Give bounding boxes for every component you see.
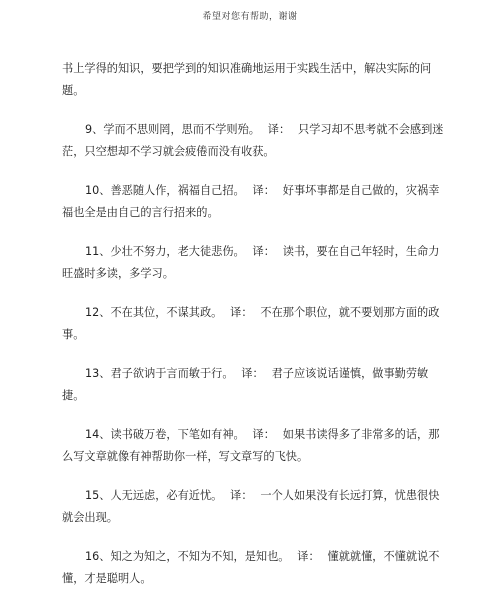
entry-label: 译： xyxy=(241,367,264,380)
entry-number: 16、 xyxy=(85,550,111,563)
entry-translation: 君子应该说话谨慎，做事勤劳敏捷。 xyxy=(62,367,429,402)
entry-translation: 读书，要在自己年轻时，生命力旺盛时多读，多学习。 xyxy=(62,245,440,280)
quote-entry-14 xyxy=(62,424,446,468)
entry-number: 15、 xyxy=(85,489,111,502)
quote-entry-11 xyxy=(62,241,446,285)
entry-translation: 一个人如果没有长远打算，忧患很快就会出现。 xyxy=(62,489,440,524)
page-header-note: 希望对您有帮助，谢谢 xyxy=(202,12,298,22)
entry-label: 译： xyxy=(252,245,275,258)
entry-number: 14、 xyxy=(85,428,111,441)
entry-number: 10、 xyxy=(85,184,111,197)
entry-translation: 好事坏事都是自己做的，灾祸幸福也全是由自己的言行招来的。 xyxy=(62,184,440,219)
entry-label: 译： xyxy=(297,550,320,563)
entry-label: 译： xyxy=(230,489,253,502)
entry-number: 11、 xyxy=(85,245,111,258)
entry-number: 9、 xyxy=(85,123,104,136)
entry-quote: 不在其位，不谋其政。 xyxy=(110,306,223,319)
entry-quote: 读书破万卷，下笔如有神。 xyxy=(110,428,245,441)
entry-number: 12、 xyxy=(85,306,111,319)
quote-entry-9 xyxy=(62,119,446,163)
entry-translation: 如果书读得多了非常多的话，那么写文章就像有神帮助你一样，写文章写的飞快。 xyxy=(62,428,440,463)
quote-entry-13 xyxy=(62,363,446,407)
entry-translation: 懂就就懂，不懂就说不懂，才是聪明人。 xyxy=(62,550,440,585)
entry-label: 译： xyxy=(252,428,275,441)
entry-quote: 人无远虑，必有近忧。 xyxy=(110,489,223,502)
entry-label: 译： xyxy=(252,184,275,197)
lead-paragraph: 书上学得的知识，要把学到的知识准确地运用于实践生活中，解决实际的问题。 xyxy=(62,62,432,97)
quote-entry-16 xyxy=(62,546,446,590)
entry-label: 译： xyxy=(267,123,291,136)
entry-quote: 少壮不努力，老大徒悲伤。 xyxy=(110,245,245,258)
entry-quote: 学而不思则罔，思而不学则殆。 xyxy=(103,123,260,136)
quote-entry-10 xyxy=(62,180,446,224)
entry-translation: 只学习却不思考就不会感到迷茫，只空想却不学习就会疲倦而没有收获。 xyxy=(62,123,444,158)
entry-quote: 知之为知之，不知为不知，是知也。 xyxy=(110,550,290,563)
entry-label: 译： xyxy=(230,306,253,319)
entry-quote: 善恶随人作，祸福自己招。 xyxy=(110,184,245,197)
document-body xyxy=(62,58,446,607)
quote-entry-12 xyxy=(62,302,446,346)
quote-entry-15 xyxy=(62,485,446,529)
entry-quote: 君子欲讷于言而敏于行。 xyxy=(110,367,234,380)
entry-translation: 不在那个职位，就不要划那方面的政事。 xyxy=(62,306,440,341)
entry-number: 13、 xyxy=(85,367,111,380)
